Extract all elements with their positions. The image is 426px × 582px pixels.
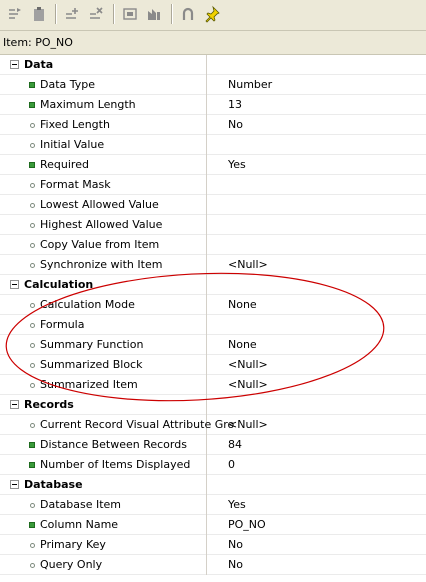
default-property-icon	[30, 143, 35, 148]
collapse-icon[interactable]	[10, 480, 19, 489]
property-label: Highest Allowed Value	[40, 218, 163, 231]
changed-property-icon	[29, 162, 35, 168]
pin-icon[interactable]	[203, 5, 221, 23]
property-value[interactable]: 84	[228, 438, 242, 451]
chart-icon[interactable]	[145, 5, 163, 23]
property-label: Fixed Length	[40, 118, 110, 131]
default-property-icon	[30, 343, 35, 348]
default-property-icon	[30, 383, 35, 388]
default-property-icon	[30, 363, 35, 368]
property-label: Lowest Allowed Value	[40, 198, 159, 211]
collapse-icon[interactable]	[10, 60, 19, 69]
property-label: Column Name	[40, 518, 119, 531]
property-value[interactable]: None	[228, 298, 257, 311]
category-title: Calculation	[24, 278, 94, 291]
property-row[interactable]	[0, 455, 426, 475]
property-row[interactable]	[0, 515, 426, 535]
property-value[interactable]: No	[228, 538, 243, 551]
property-row[interactable]	[0, 375, 426, 395]
property-row[interactable]	[0, 95, 426, 115]
default-property-icon	[30, 563, 35, 568]
magnet-icon[interactable]	[179, 5, 197, 23]
property-label: Initial Value	[40, 138, 105, 151]
property-value[interactable]: None	[228, 338, 257, 351]
property-label: Maximum Length	[40, 98, 136, 111]
changed-property-icon	[29, 522, 35, 528]
property-row[interactable]	[0, 535, 426, 555]
property-value[interactable]: Yes	[228, 498, 246, 511]
property-row[interactable]	[0, 295, 426, 315]
property-row[interactable]	[0, 235, 426, 255]
default-property-icon	[30, 503, 35, 508]
changed-property-icon	[29, 442, 35, 448]
property-grid	[0, 55, 426, 575]
property-row[interactable]	[0, 135, 426, 155]
property-label: Data Type	[40, 78, 96, 91]
property-row[interactable]	[0, 155, 426, 175]
property-row[interactable]	[0, 315, 426, 335]
category-data[interactable]	[0, 55, 426, 75]
property-value[interactable]: <Null>	[228, 418, 268, 431]
property-label: Synchronize with Item	[40, 258, 163, 271]
property-value[interactable]: PO_NO	[228, 518, 266, 531]
category-title: Data	[24, 58, 54, 71]
delete-item-icon[interactable]	[87, 5, 105, 23]
property-row[interactable]	[0, 115, 426, 135]
add-item-icon[interactable]	[63, 5, 81, 23]
property-row[interactable]	[0, 255, 426, 275]
category-records[interactable]	[0, 395, 426, 415]
property-label: Summary Function	[40, 338, 144, 351]
property-value[interactable]: <Null>	[228, 378, 268, 391]
property-value[interactable]: Number	[228, 78, 273, 91]
property-label: Format Mask	[40, 178, 111, 191]
property-value[interactable]: Yes	[228, 158, 246, 171]
expand-icon[interactable]	[6, 5, 24, 23]
category-title: Records	[24, 398, 74, 411]
property-value[interactable]: 13	[228, 98, 242, 111]
default-property-icon	[30, 123, 35, 128]
property-value[interactable]: <Null>	[228, 258, 268, 271]
default-property-icon	[30, 303, 35, 308]
property-value[interactable]: <Null>	[228, 358, 268, 371]
changed-property-icon	[29, 462, 35, 468]
category-database[interactable]	[0, 475, 426, 495]
property-label: Copy Value from Item	[40, 238, 160, 251]
property-label: Summarized Block	[40, 358, 143, 371]
property-label: Calculation Mode	[40, 298, 135, 311]
property-row[interactable]	[0, 335, 426, 355]
default-property-icon	[30, 183, 35, 188]
toolbar	[0, 0, 426, 31]
property-label: Formula	[40, 318, 85, 331]
default-property-icon	[30, 263, 35, 268]
property-row[interactable]	[0, 495, 426, 515]
property-value[interactable]: No	[228, 558, 243, 571]
property-label: Database Item	[40, 498, 122, 511]
collapse-icon[interactable]	[10, 280, 19, 289]
property-label: Primary Key	[40, 538, 106, 551]
property-row[interactable]	[0, 435, 426, 455]
collapse-icon[interactable]	[10, 400, 19, 409]
property-row[interactable]	[0, 555, 426, 575]
changed-property-icon	[29, 82, 35, 88]
changed-property-icon	[29, 102, 35, 108]
property-label: Current Record Visual Attribute Gro	[40, 418, 235, 431]
property-row[interactable]	[0, 175, 426, 195]
property-value[interactable]: 0	[228, 458, 235, 471]
property-label: Summarized Item	[40, 378, 138, 391]
item-title-bar	[0, 31, 426, 55]
property-row[interactable]	[0, 215, 426, 235]
property-row[interactable]	[0, 355, 426, 375]
default-property-icon	[30, 323, 35, 328]
property-label: Number of Items Displayed	[40, 458, 191, 471]
property-value[interactable]: No	[228, 118, 243, 131]
item-label: Item: PO_NO	[3, 36, 73, 49]
property-label: Distance Between Records	[40, 438, 187, 451]
property-row[interactable]	[0, 75, 426, 95]
default-property-icon	[30, 543, 35, 548]
category-calculation[interactable]	[0, 275, 426, 295]
default-property-icon	[30, 243, 35, 248]
grid-icon[interactable]	[121, 5, 139, 23]
default-property-icon	[30, 203, 35, 208]
paste-icon[interactable]	[30, 5, 48, 23]
property-label: Required	[40, 158, 89, 171]
property-row[interactable]	[0, 415, 426, 435]
category-title: Database	[24, 478, 83, 491]
property-row[interactable]	[0, 195, 426, 215]
default-property-icon	[30, 223, 35, 228]
default-property-icon	[30, 423, 35, 428]
property-label: Query Only	[40, 558, 103, 571]
